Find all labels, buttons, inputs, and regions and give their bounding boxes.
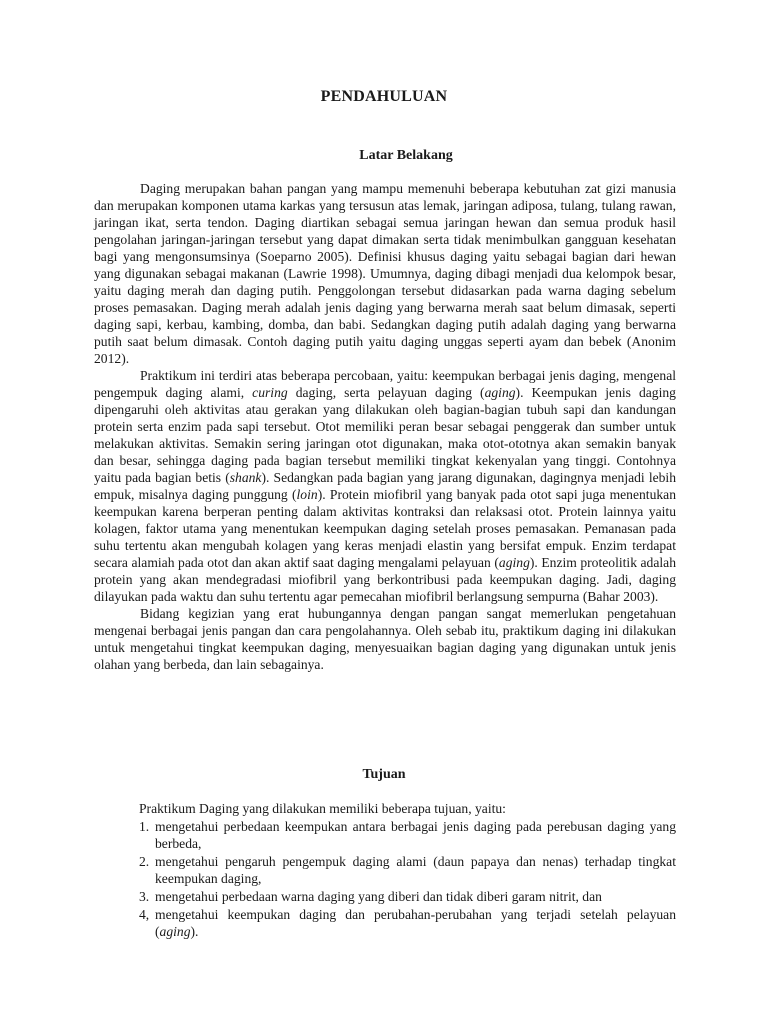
objective-item xyxy=(139,888,676,905)
background-paragraph-2 xyxy=(94,367,676,605)
objective-text-end: ). xyxy=(190,924,199,939)
paragraph-text: ). Sedangkan pada bagian yang jarang digunakan, dagingnya menjadi lebih empuk, misalnya daging punggung ( xyxy=(94,470,676,502)
objective-number: 4, xyxy=(139,907,150,922)
italic-term-aging: aging xyxy=(159,924,191,939)
italic-term-aging: aging xyxy=(484,385,516,400)
objective-text: mengetahui pengaruh pengempuk daging alami (daun papaya dan nenas) terhadap tingkat keempukan daging, xyxy=(155,854,676,886)
objective-text: mengetahui perbedaan warna daging yang diberi dan tidak diberi garam nitrit, dan xyxy=(155,889,602,904)
paragraph-text: daging, serta pelayuan daging ( xyxy=(287,385,485,400)
background-paragraph-1: Daging merupakan bahan pangan yang mampu memenuhi beberapa kebutuhan zat gizi manusia dan merupakan komponen utama karkas yang tersusun atas lemak, jaringan adiposa, tulang, tulang rawan, jaringan ikat, serta tendon. Daging diartikan sebagai semua jaringan hewan dan semua produk hasil pengolahan jaringan-jaringan tersebut yang dapat dimakan serta tidak menimbulkan gangguan kesehatan bagi yang mengonsumsinya (Soeparno 2005). Definisi khusus daging yaitu sebagai bagian dari hewan yang digunakan sebagai makanan (Lawrie 1998). Umumnya, daging dibagi menjadi dua kelompok besar, yaitu daging merah dan daging putih. Penggolongan tersebut didasarkan pada warna daging sebelum proses pemasakan. Daging merah adalah jenis daging yang berwarna merah saat belum dimasak, seperti daging sapi, kerbau, kambing, domba, dan babi. Sedangkan daging putih adalah daging yang berwarna putih saat belum dimasak. Contoh daging putih yaitu daging unggas seperti ayam dan bebek (Anonim 2012). xyxy=(94,181,676,366)
italic-term-shank: shank xyxy=(229,470,262,485)
objectives-intro: Praktikum Daging yang dilakukan memiliki beberapa tujuan, yaitu: xyxy=(139,801,506,816)
objectives-section-body xyxy=(139,800,676,941)
objective-item xyxy=(139,906,676,940)
objectives-list xyxy=(139,818,676,940)
background-paragraph-3: Bidang kegizian yang erat hubungannya dengan pangan sangat memerlukan pengetahuan mengenai berbagai jenis pangan dan cara pengolahannya. Oleh sebab itu, praktikum daging ini dilakukan untuk mengetahui tingkat keempukan daging, menyesuaikan bagian daging yang digunakan untuk jenis olahan yang berbeda, dan lain sebagainya. xyxy=(94,606,676,672)
section-heading-latar-belakang: Latar Belakang xyxy=(359,148,453,163)
objective-item xyxy=(139,853,676,887)
italic-term-curing: curing xyxy=(252,385,288,400)
objective-number: 2. xyxy=(139,854,150,869)
paragraph-text: ). Keempukan jenis daging dipengaruhi oleh aktivitas atau gerakan yang dilakukan oleh bagian-bagian tubuh sapi dan kandungan protein serta enzim pada sapi tersebut. Otot memiliki peran besar sebagai penggerak dan sumber untuk melakukan aktivitas. Semakin sering jaringan otot digunakan, maka otot-ototnya akan semakin banyak dan besar, sehingga daging pada bagian tersebut memiliki tingkat kekenyalan yang tinggi. Contohnya yaitu pada bagian betis ( xyxy=(94,385,676,485)
document-title: PENDAHULUAN xyxy=(320,88,448,105)
objective-text: mengetahui keempukan daging dan perubahan-perubahan yang terjadi setelah pelayuan ( xyxy=(155,907,676,939)
background-section-body xyxy=(94,180,676,673)
objective-number: 1. xyxy=(139,819,150,834)
paragraph-text: Praktikum ini terdiri atas beberapa percobaan, yaitu: keempukan berbagai jenis daging, mengenal pengempuk daging alami, xyxy=(94,368,676,400)
paragraph-text: ). Protein miofibril yang banyak pada otot sapi juga menentukan keempukan karena berperan penting dalam aktivitas kontraksi dan relaksasi otot. Protein lainnya yaitu kolagen, faktor utama yang menentukan keempukan daging setelah proses pemasakan. Pemanasan pada suhu tertentu akan mengubah kolagen yang keras menjadi elastin yang bersifat empuk. Enzim terdapat secara alamiah pada otot dan akan aktif saat daging mengalami pelayuan ( xyxy=(94,487,677,570)
objective-number: 3. xyxy=(139,889,150,904)
paragraph-text: ). Enzim proteolitik adalah protein yang akan mendegradasi miofibril yang berkontribusi pada keempukan daging. Jadi, daging dilayukan pada waktu dan suhu tertentu agar pemecahan miofibril berlangsung sempurna (Bahar 2003). xyxy=(94,555,676,604)
italic-term-aging: aging xyxy=(498,555,530,570)
section-heading-tujuan: Tujuan xyxy=(362,767,406,782)
objective-item xyxy=(139,818,676,852)
italic-term-loin: loin xyxy=(296,487,318,502)
objective-text: mengetahui perbedaan keempukan antara berbagai jenis daging pada perebusan daging yang berbeda, xyxy=(155,819,676,851)
